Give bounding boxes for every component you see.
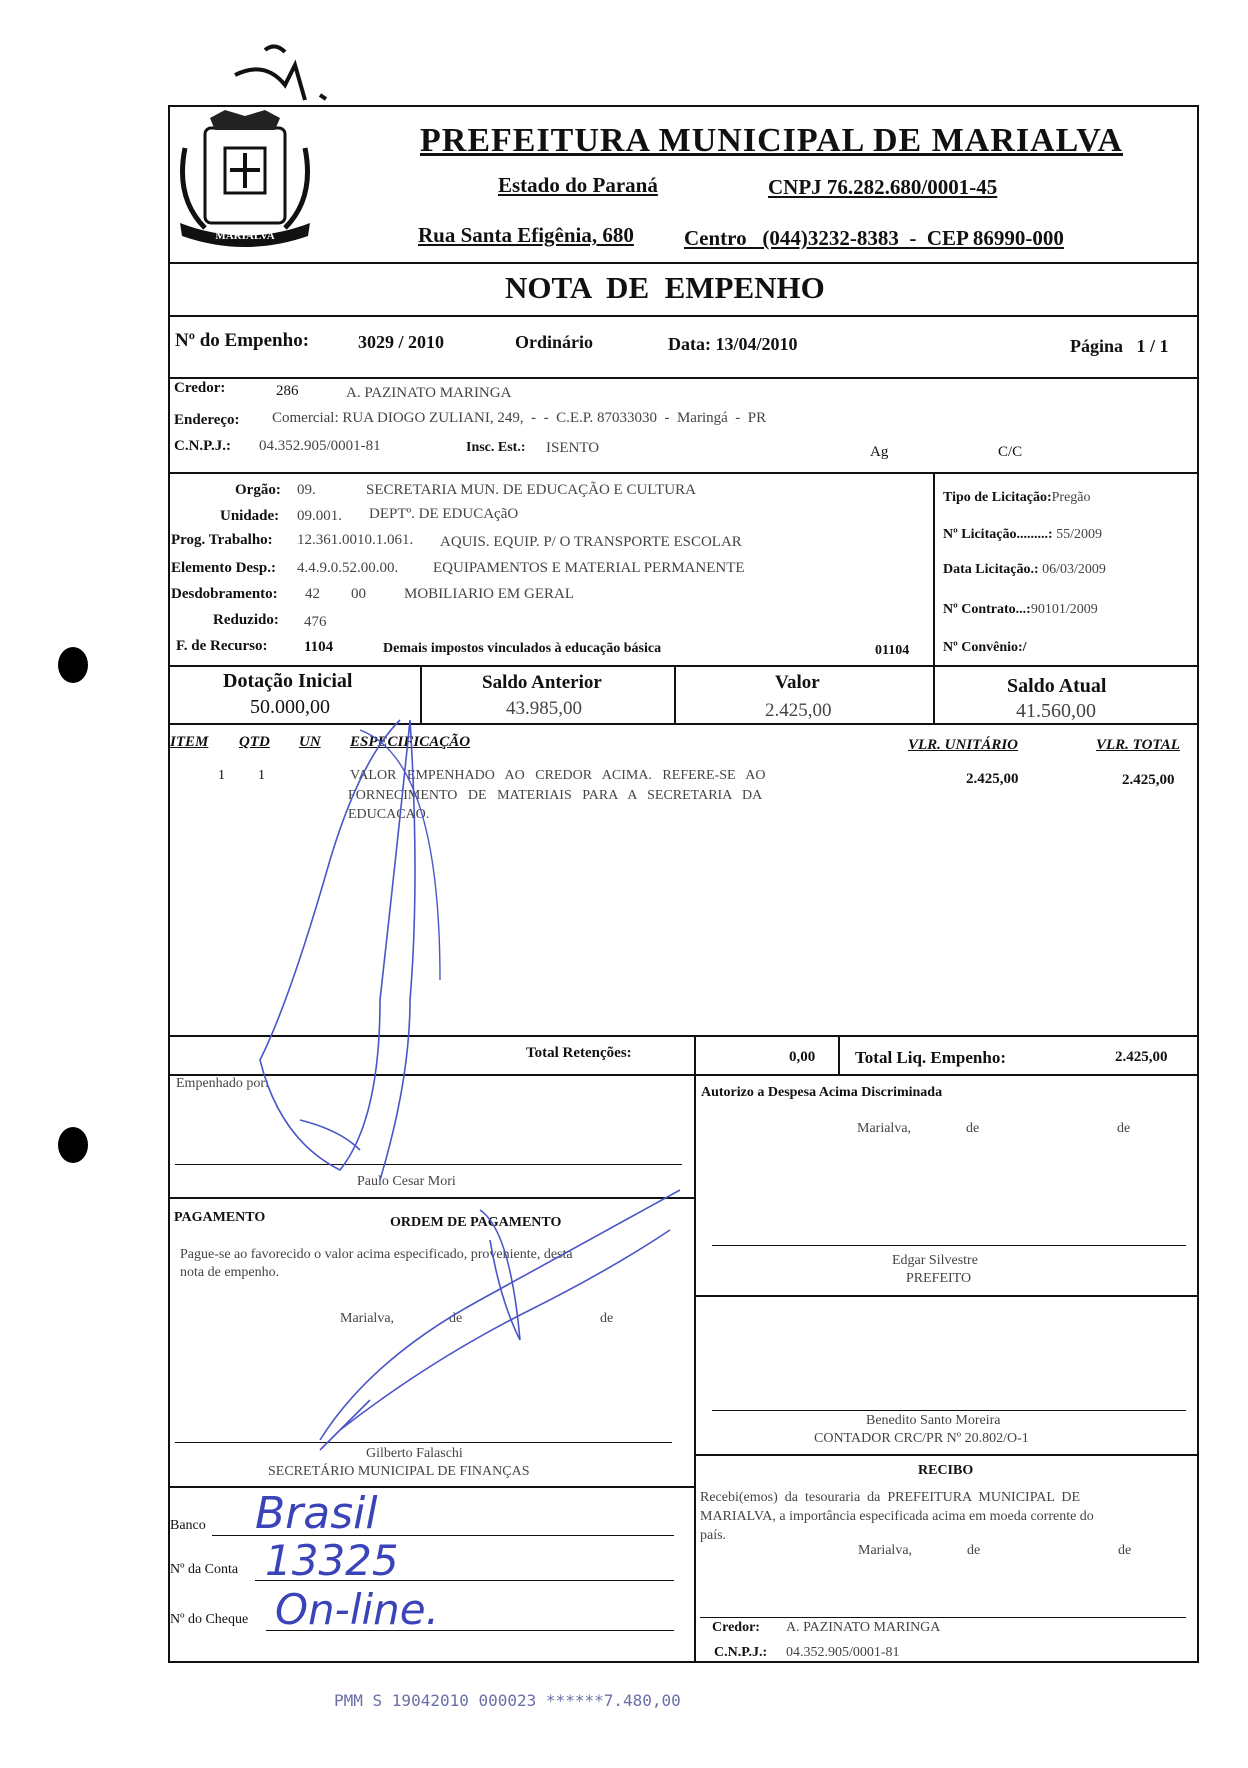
col-item: ITEM — [170, 734, 209, 750]
desdobramento-label: Desdobramento: — [171, 586, 278, 602]
financas-role: SECRETÁRIO MUNICIPAL DE FINANÇAS — [268, 1464, 530, 1479]
seal-text: MARIALVA — [215, 230, 275, 242]
recibo-de-2: de — [1118, 1543, 1132, 1558]
recibo-cnpj-value: 04.352.905/0001-81 — [786, 1645, 900, 1660]
retencoes-value: 0,00 — [789, 1049, 816, 1065]
orgao-name: SECRETARIA MUN. DE EDUCAÇÃO E CULTURA — [366, 482, 696, 498]
col-vlr-total: VLR. TOTAL — [1096, 737, 1180, 753]
autorizo-de-2: de — [1117, 1121, 1131, 1136]
col-qtd: QTD — [239, 734, 270, 750]
col-spec: ESPECIFICAÇÃO — [350, 734, 471, 750]
credor-label: Credor: — [174, 380, 226, 396]
punch-hole-top — [58, 647, 88, 683]
item-desc-line-3: EDUCACAO. — [348, 807, 430, 822]
item-desc-line-2: FORNECIMENTO DE MATERIAIS PARA A SECRETARIA DA — [348, 788, 763, 803]
recibo-cnpj-label: C.N.P.J.: — [714, 1645, 768, 1660]
valor-label: Valor — [775, 672, 820, 693]
saldo-atual-label: Saldo Atual — [1007, 675, 1107, 697]
credor-address: Comercial: RUA DIOGO ZULIANI, 249, - - C.E.P. 87033030 - Maringá - PR — [272, 410, 767, 426]
page-number: Página 1 / 1 — [1070, 336, 1169, 356]
pagamento-de-2: de — [600, 1311, 614, 1326]
item-qty: 1 — [258, 768, 265, 783]
licitacao-number: Nº Licitação.........: 55/2009 — [943, 527, 1102, 542]
unidade-code: 09.001. — [297, 508, 342, 524]
punch-hole-bottom — [58, 1127, 88, 1163]
reduzido-value: 476 — [304, 614, 327, 630]
dotacao-value: 50.000,00 — [250, 696, 330, 718]
saldo-anterior-value: 43.985,00 — [506, 698, 582, 719]
credor-code: 286 — [276, 383, 299, 399]
prog-name: AQUIS. EQUIP. P/ O TRANSPORTE ESCOLAR — [440, 534, 742, 550]
orgao-code: 09. — [297, 482, 316, 498]
ordem-label: ORDEM DE PAGAMENTO — [390, 1215, 562, 1230]
banco-label: Banco — [170, 1518, 206, 1533]
cnpj-label: C.N.P.J.: — [174, 438, 231, 454]
licitacao-type: Tipo de Licitação:Pregão — [943, 490, 1091, 505]
convenio-number: Nº Convênio:/ — [943, 640, 1027, 655]
empenho-date: Data: 13/04/2010 — [668, 334, 798, 354]
contrato-number: Nº Contrato...:90101/2009 — [943, 602, 1098, 617]
fonte-label: F. de Recurso: — [176, 638, 268, 654]
desd-code-1: 42 — [305, 586, 320, 602]
header-cnpj: CNPJ 76.282.680/0001-45 — [768, 175, 998, 199]
elemento-code: 4.4.9.0.52.00.00. — [297, 560, 399, 576]
banco-value: Brasil — [255, 1488, 378, 1539]
recibo-credor-label: Credor: — [712, 1620, 760, 1635]
address-label: Endereço: — [174, 412, 240, 428]
recibo-credor-value: A. PAZINATO MARINGA — [786, 1620, 941, 1635]
prefeito-role: PREFEITO — [906, 1271, 972, 1286]
unidade-label: Unidade: — [220, 508, 280, 524]
autorizo-de-1: de — [966, 1121, 980, 1136]
recibo-label: RECIBO — [918, 1463, 974, 1478]
dotacao-label: Dotação Inicial — [223, 670, 353, 692]
recibo-place: Marialva, — [858, 1543, 913, 1558]
prog-label: Prog. Trabalho: — [171, 532, 273, 548]
item-unit-price: 2.425,00 — [966, 771, 1019, 787]
autorizo-label: Autorizo a Despesa Acima Discriminada — [701, 1085, 943, 1100]
pagamento-text-1: Pague-se ao favorecido o valor acima especificado, proveniente, desta — [180, 1247, 573, 1262]
credor-name: A. PAZINATO MARINGA — [346, 385, 512, 401]
fonte-code: 1104 — [304, 639, 334, 655]
header-state: Estado do Paraná — [498, 173, 658, 197]
conta-value: 13325 — [265, 1536, 399, 1585]
conta-label: Nº da Conta — [170, 1562, 239, 1577]
elemento-name: EQUIPAMENTOS E MATERIAL PERMANENTE — [433, 560, 745, 576]
cheque-value: On-line. — [275, 1585, 439, 1634]
valor-value: 2.425,00 — [765, 700, 832, 721]
corner-scribble — [225, 30, 365, 110]
item-number: 1 — [218, 768, 225, 783]
prog-code: 12.361.0010.1.061. — [297, 532, 414, 548]
retencoes-label: Total Retenções: — [526, 1045, 632, 1061]
pagamento-place: Marialva, — [340, 1311, 395, 1326]
orgao-label: Orgão: — [235, 482, 281, 498]
cheque-label: Nº do Cheque — [170, 1612, 249, 1627]
pagamento-de-1: de — [449, 1311, 463, 1326]
pagamento-label: PAGAMENTO — [174, 1210, 266, 1225]
desd-name: MOBILIARIO EM GERAL — [404, 586, 574, 602]
fonte-code-2: 01104 — [875, 643, 910, 658]
fonte-name: Demais impostos vinculados à educação básica — [383, 641, 662, 656]
saldo-atual-value: 41.560,00 — [1016, 700, 1096, 722]
header-title: PREFEITURA MUNICIPAL DE MARIALVA — [420, 122, 1123, 159]
empenhado-name: Paulo Cesar Mori — [357, 1174, 456, 1189]
elemento-label: Elemento Desp.: — [171, 560, 276, 576]
financas-name: Gilberto Falaschi — [366, 1446, 463, 1461]
prefeito-name: Edgar Silvestre — [892, 1253, 978, 1268]
licitacao-date: Data Licitação.: 06/03/2009 — [943, 562, 1106, 577]
insc-value: ISENTO — [546, 440, 600, 456]
insc-label: Insc. Est.: — [466, 440, 526, 455]
item-desc-line-1: VALOR EMPENHADO AO CREDOR ACIMA. REFERE-SE AO — [350, 768, 766, 783]
contador-role: CONTADOR CRC/PR Nº 20.802/O-1 — [814, 1431, 1029, 1446]
empenhado-label: Empenhado por: — [176, 1076, 269, 1091]
recibo-text-1: Recebi(emos) da tesouraria da PREFEITURA MUNICIPAL DE — [700, 1490, 1081, 1505]
pagamento-text-2: nota de empenho. — [180, 1265, 280, 1280]
col-vlr-unit: VLR. UNITÁRIO — [908, 737, 1019, 753]
cc-label: C/C — [998, 444, 1023, 460]
reduzido-label: Reduzido: — [213, 612, 279, 628]
header-street: Rua Santa Efigênia, 680 — [418, 223, 634, 247]
unidade-name: DEPTº. DE EDUCAçãO — [369, 506, 519, 522]
liquido-value: 2.425,00 — [1115, 1049, 1168, 1065]
recibo-text-3: país. — [700, 1528, 727, 1543]
desd-code-2: 00 — [351, 586, 366, 602]
header-address: Centro (044)3232-8383 - CEP 86990-000 — [684, 226, 1064, 250]
empenho-number: 3029 / 2010 — [358, 332, 445, 352]
col-un: UN — [299, 734, 321, 750]
credor-cnpj: 04.352.905/0001-81 — [259, 438, 381, 454]
autorizo-place: Marialva, — [857, 1121, 912, 1136]
document-title: NOTA DE EMPENHO — [505, 270, 825, 305]
saldo-anterior-label: Saldo Anterior — [482, 672, 602, 693]
liquido-label: Total Liq. Empenho: — [855, 1048, 1006, 1067]
recibo-de-1: de — [967, 1543, 981, 1558]
empenho-type: Ordinário — [515, 332, 594, 352]
recibo-text-2: MARIALVA, a importância especificada acima em moeda corrente do — [700, 1509, 1094, 1524]
empenho-number-label: Nº do Empenho: — [175, 330, 310, 351]
ag-label: Ag — [870, 444, 889, 460]
item-total-price: 2.425,00 — [1122, 772, 1175, 788]
cashier-stamp: PMM S 19042010 000023 ******7.480,00 — [334, 1691, 681, 1710]
contador-name: Benedito Santo Moreira — [866, 1413, 1001, 1428]
coat-of-arms-icon — [170, 108, 320, 258]
